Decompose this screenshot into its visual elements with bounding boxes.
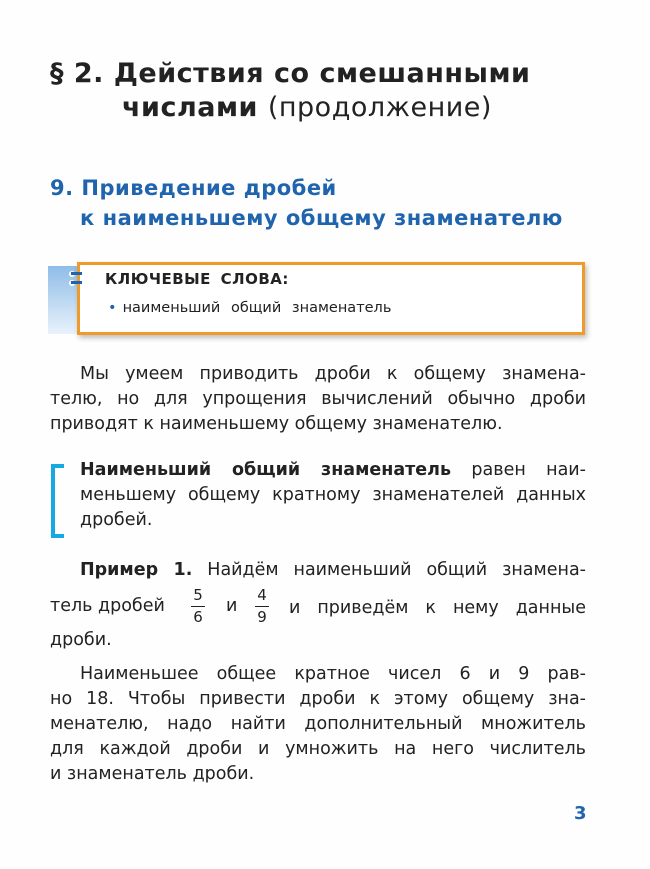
example-text: и xyxy=(226,596,238,616)
bullet-icon: • xyxy=(108,300,117,316)
keywords-icon xyxy=(68,270,82,288)
intro-line: Мы умеем приводить дроби к общему знамена- xyxy=(80,364,586,384)
explanation-line: Наименьшее общее кратное чисел 6 и 9 рав- xyxy=(80,664,586,684)
keyword-text: наименьший общий знаменатель xyxy=(122,300,392,316)
page-number: 3 xyxy=(574,803,587,824)
keyword-item xyxy=(108,300,391,316)
example-text: Найдём наименьший общий знамена- xyxy=(207,560,586,580)
explanation-line: менателю, надо найти дополнительный множитель xyxy=(50,714,586,734)
example-text: тель дробей xyxy=(50,596,165,616)
intro-line: телю, но для упрощения вычислений обычно дроби xyxy=(50,389,586,409)
denominator: 6 xyxy=(193,608,203,626)
explanation-line: для каждой дроби и умножить на него числитель xyxy=(50,739,586,759)
denominator: 9 xyxy=(257,608,267,626)
fraction-4-9 xyxy=(255,587,269,626)
explanation-line: и знаменатель дроби. xyxy=(50,764,255,784)
definition-text: равен наи- xyxy=(471,460,586,480)
example-text: и приведём к нему данные xyxy=(289,598,586,618)
definition-line: меньшему общему кратному знаменателей данных xyxy=(80,485,586,505)
keywords-title: КЛЮЧЕВЫЕ СЛОВА: xyxy=(105,270,289,288)
intro-line: приводят к наименьшему общему знаменателю. xyxy=(50,414,503,434)
definition-term: Наименьший общий знаменатель xyxy=(80,460,452,480)
chapter-title-line2 xyxy=(122,92,492,123)
numerator: 5 xyxy=(193,586,203,604)
definition-line xyxy=(80,458,586,483)
chapter-title-line1: § 2. Действия со смешанными xyxy=(50,58,531,89)
numerator: 4 xyxy=(257,586,267,604)
example-line xyxy=(80,558,586,583)
example-label: Пример 1. xyxy=(80,560,193,580)
definition-line: дробей. xyxy=(80,510,153,530)
explanation-line: но 18. Чтобы привести дроби к этому общему зна- xyxy=(50,689,586,709)
section-title-line2: к наименьшему общему знаменателю xyxy=(80,206,563,230)
chapter-title-light: (продолжение) xyxy=(267,92,492,123)
example-line: дроби. xyxy=(50,630,112,650)
section-title-line1: 9. Приведение дробей xyxy=(50,176,337,200)
chapter-title-bold: числами xyxy=(122,92,258,123)
fraction-5-6 xyxy=(191,587,205,626)
definition-bracket xyxy=(51,464,64,538)
